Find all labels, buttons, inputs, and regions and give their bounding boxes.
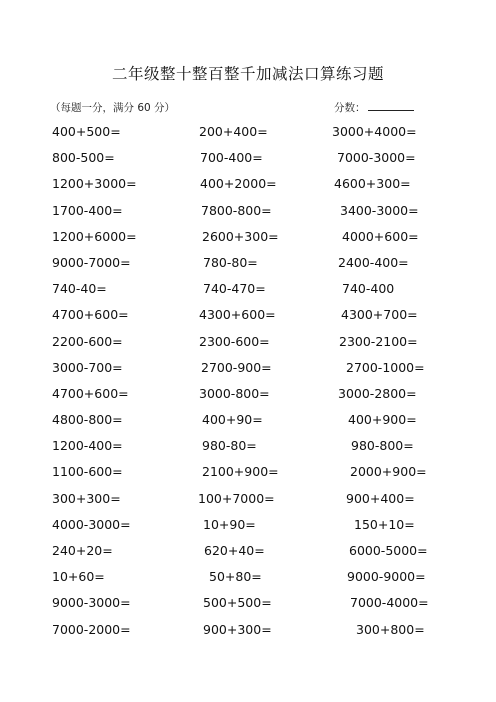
- problem-item: 900+300=: [203, 621, 272, 637]
- problem-item: 740-470=: [203, 281, 266, 297]
- problem-item: 7000-4000=: [350, 595, 429, 611]
- problem-item: 4300+700=: [341, 307, 418, 323]
- problem-item: 1200+3000=: [52, 176, 137, 192]
- problem-row: [0, 380, 496, 406]
- problem-row: [0, 301, 496, 327]
- problem-item: 980-800=: [351, 438, 414, 454]
- problem-item: 7000-2000=: [52, 621, 131, 637]
- problem-item: 9000-3000=: [52, 595, 131, 611]
- problem-item: 200+400=: [199, 124, 268, 139]
- worksheet-title: 二年级整十整百整千加减法口算练习题: [111, 65, 384, 83]
- problem-item: 300+300=: [52, 490, 121, 506]
- problem-item: 2200-600=: [52, 333, 123, 349]
- problem-item: 700-400=: [200, 150, 263, 166]
- problem-row: [0, 616, 496, 642]
- problem-row: [0, 144, 496, 170]
- problem-row: [0, 511, 496, 537]
- problem-item: 10+90=: [203, 516, 256, 532]
- problem-item: 4700+600=: [52, 307, 129, 323]
- problem-item: 780-80=: [203, 254, 258, 270]
- problem-row: [0, 458, 496, 484]
- problem-item: 620+40=: [204, 543, 265, 558]
- problem-item: 400+900=: [348, 412, 417, 428]
- problem-item: 800-500=: [52, 150, 115, 166]
- problem-item: 7800-800=: [201, 202, 272, 218]
- problem-item: 4000-3000=: [52, 516, 131, 532]
- problem-row: [0, 406, 496, 432]
- score-blank-line: [368, 100, 414, 111]
- problem-item: 2600+300=: [202, 228, 279, 244]
- problem-row: [0, 328, 496, 354]
- problem-item: 300+800=: [356, 621, 425, 637]
- problem-row: [0, 485, 496, 511]
- problem-item: 980-80=: [202, 438, 257, 454]
- problem-item: 10+60=: [52, 569, 105, 585]
- instructions-text: （每题一分，满分 60 分）: [50, 102, 176, 114]
- problem-item: 7000-3000=: [337, 150, 416, 166]
- score-field: [334, 100, 414, 115]
- problem-row: [0, 170, 496, 196]
- problem-item: 1200+6000=: [52, 228, 137, 244]
- problem-item: 1200-400=: [52, 438, 123, 454]
- problem-item: 3000-800=: [199, 385, 270, 401]
- problem-row: [0, 197, 496, 223]
- problem-item: 4700+600=: [52, 385, 129, 401]
- problem-item: 400+2000=: [200, 176, 277, 192]
- problem-row: [0, 223, 496, 249]
- problem-row: [0, 537, 496, 563]
- problem-item: 150+10=: [354, 516, 415, 532]
- problem-item: 1100-600=: [52, 464, 123, 480]
- problem-item: 50+80=: [209, 569, 262, 585]
- score-label: 分数：: [334, 102, 366, 114]
- problem-item: 4600+300=: [334, 176, 411, 192]
- problem-item: 2100+900=: [202, 464, 279, 480]
- problem-row: [0, 118, 496, 144]
- problem-item: 4800-800=: [52, 412, 123, 428]
- problem-item: 2400-400=: [338, 254, 409, 270]
- problem-row: [0, 249, 496, 275]
- problem-item: 740-40=: [52, 281, 107, 297]
- problem-item: 400+90=: [202, 412, 263, 428]
- problem-item: 9000-9000=: [347, 569, 426, 585]
- problem-row: [0, 275, 496, 301]
- problem-item: 2700-1000=: [346, 359, 425, 375]
- problem-row: [0, 589, 496, 615]
- problem-item: 740-400: [342, 281, 395, 297]
- problem-row: [0, 354, 496, 380]
- problem-item: 3000+4000=: [332, 124, 417, 139]
- problem-item: 240+20=: [52, 543, 113, 558]
- problem-item: 4000+600=: [342, 228, 419, 244]
- problem-item: 2000+900=: [350, 464, 427, 480]
- problem-item: 500+500=: [203, 595, 272, 611]
- problem-grid: [0, 118, 496, 642]
- problem-item: 3000-700=: [52, 359, 123, 375]
- problem-item: 9000-7000=: [52, 254, 131, 270]
- problem-item: 4300+600=: [199, 307, 276, 323]
- problem-item: 900+400=: [346, 490, 415, 506]
- problem-item: 2300-600=: [199, 333, 270, 349]
- problem-row: [0, 563, 496, 589]
- problem-item: 1700-400=: [52, 202, 123, 218]
- problem-item: 100+7000=: [198, 490, 275, 506]
- problem-item: 6000-5000=: [349, 543, 428, 558]
- problem-item: 400+500=: [52, 124, 121, 139]
- problem-item: 2700-900=: [201, 359, 272, 375]
- problem-item: 3000-2800=: [338, 385, 417, 401]
- problem-item: 2300-2100=: [339, 333, 418, 349]
- problem-row: [0, 432, 496, 458]
- problem-item: 3400-3000=: [340, 202, 419, 218]
